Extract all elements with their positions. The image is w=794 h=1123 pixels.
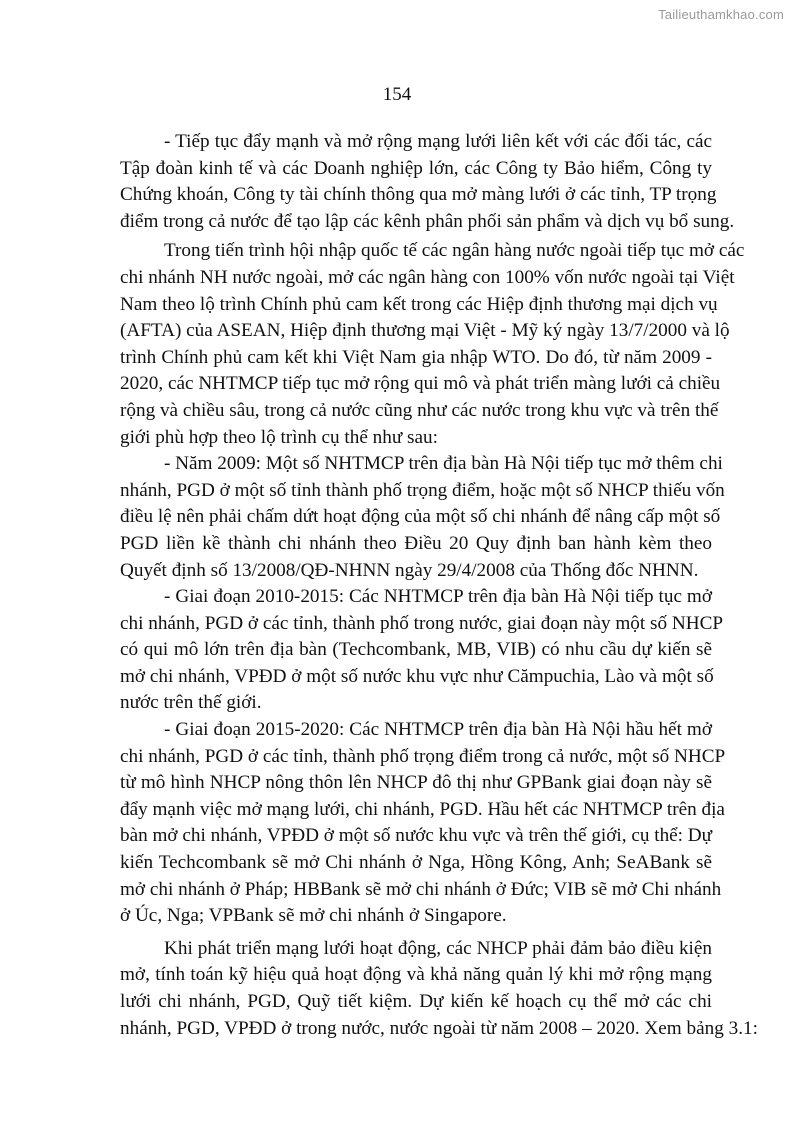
text-line: lưới chi nhánh, PGD, Quỹ tiết kiệm. Dự kiến kế hoạch cụ thể mở các chi (120, 991, 712, 1012)
text-line: ở Úc, Nga; VPBank sẽ mở chi nhánh ở Singapore. (120, 905, 507, 927)
text-line: - Giai đoạn 2010-2015: Các NHTMCP trên địa bàn Hà Nội tiếp tục mở (164, 586, 712, 608)
text-line: Trong tiến trình hội nhập quốc tế các ngân hàng nước ngoài tiếp tục mở các (164, 240, 745, 262)
text-line: nhánh, PGD ở một số tỉnh thành phố trọng điểm, hoặc một số NHCP thiếu vốn (120, 479, 725, 501)
text-line: trình Chính phủ cam kết khi Việt Nam gia nhập WTO. Do đó, từ năm 2009 - (120, 346, 712, 368)
text-line: - Giai đoạn 2015-2020: Các NHTMCP trên địa bàn Hà Nội hầu hết mở (164, 719, 712, 741)
text-line: Nam theo lộ trình Chính phủ cam kết trong các Hiệp định thương mại dịch vụ (120, 293, 718, 315)
text-line: từ mô hình NHCP nông thôn lên NHCP đô thị như GPBank giai đoạn này sẽ (120, 772, 712, 794)
text-line: - Năm 2009: Một số NHTMCP trên địa bàn Hà Nội tiếp tục mở thêm chi (164, 453, 723, 475)
page-number: 154 (382, 84, 412, 105)
text-line: Chứng khoán, Công ty tài chính thông qua mở màng lưới ở các tỉnh, TP trọng (120, 184, 717, 206)
text-line: nhánh, PGD, VPĐD ở trong nước, nước ngoài từ năm 2008 – 2020. Xem bảng 3.1: (120, 1017, 758, 1039)
document-body (120, 129, 758, 1042)
text-line: Tập đoàn kinh tế và các Doanh nghiệp lớn, các Công ty Bảo hiểm, Công ty (120, 157, 712, 179)
text-line: mở chi nhánh, VPĐD ở một số nước khu vực như Cămpuchia, Lào và một số (120, 665, 714, 687)
paragraph-period-2015-2020 (120, 717, 726, 930)
text-line: - Tiếp tục đẩy mạnh và mở rộng mạng lưới liên kết với các đối tác, các (164, 131, 712, 152)
text-line: giới phù hợp theo lộ trình cụ thể như sau: (120, 426, 438, 448)
text-line: rộng và chiều sâu, trong cả nước cũng như các nước trong khu vực và trên thế (120, 399, 719, 421)
text-line: 2020, các NHTMCP tiếp tục mở rộng qui mô và phát triển màng lưới cả chiều (120, 373, 721, 395)
watermark-text: Tailieuthamkhao.com (658, 7, 784, 22)
text-line: Quyết định số 13/2008/QĐ-NHNN ngày 29/4/2008 của Thống đốc NHNN. (120, 559, 699, 581)
paragraph-partner-network (120, 129, 735, 235)
text-line: Khi phát triển mạng lưới hoạt động, các NHCP phải đảm bảo điều kiện (164, 937, 712, 959)
text-line: chi nhánh NH nước ngoài, mở các ngân hàng con 100% vốn nước ngoài tại Việt (120, 266, 735, 288)
text-line: chi nhánh, PGD ở các tỉnh, thành phố trong nước, giai đoạn này một số NHCP (120, 612, 724, 634)
paragraph-integration (120, 238, 745, 451)
text-line: nước trên thế giới. (120, 692, 262, 714)
text-line: mở chi nhánh ở Pháp; HBBank sẽ mở chi nhánh ở Đức; VIB sẽ mở Chi nhánh (120, 878, 722, 900)
text-line: kiến Techcombank sẽ mở Chi nhánh ở Nga, Hồng Kông, Anh; SeABank sẽ (120, 852, 712, 874)
text-line: điều lệ nên phải chấm dứt hoạt động của một số chi nhánh để nâng cấp một số (120, 506, 721, 528)
paragraph-period-2010-2015 (120, 584, 724, 717)
paragraph-year-2009 (120, 451, 725, 584)
paragraph-conditions (120, 936, 758, 1042)
text-line: mở, tính toán kỹ hiệu quả hoạt động và khả năng quản lý khi mở rộng mạng (120, 964, 712, 986)
text-line: đẩy mạnh việc mở mạng lưới, chi nhánh, PGD. Hầu hết các NHTMCP trên địa (120, 798, 725, 820)
text-line: điểm trong cả nước để tạo lập các kênh phân phối sản phẩm và dịch vụ bổ sung. (120, 210, 735, 232)
text-line: (AFTA) của ASEAN, Hiệp định thương mại Việt - Mỹ ký ngày 13/7/2000 và lộ (120, 320, 730, 342)
text-line: bàn mở chi nhánh, VPĐD ở một số nước khu vực và trên thế giới, cụ thể: Dự (120, 825, 713, 847)
text-line: PGD liền kề thành chi nhánh theo Điều 20 Quy định ban hành kèm theo (120, 532, 712, 554)
text-line: chi nhánh, PGD ở các tỉnh, thành phố trọng điểm trong cả nước, một số NHCP (120, 745, 726, 767)
text-line: có qui mô lớn trên địa bàn (Techcombank, MB, VIB) có nhu cầu dự kiến sẽ (120, 639, 712, 661)
